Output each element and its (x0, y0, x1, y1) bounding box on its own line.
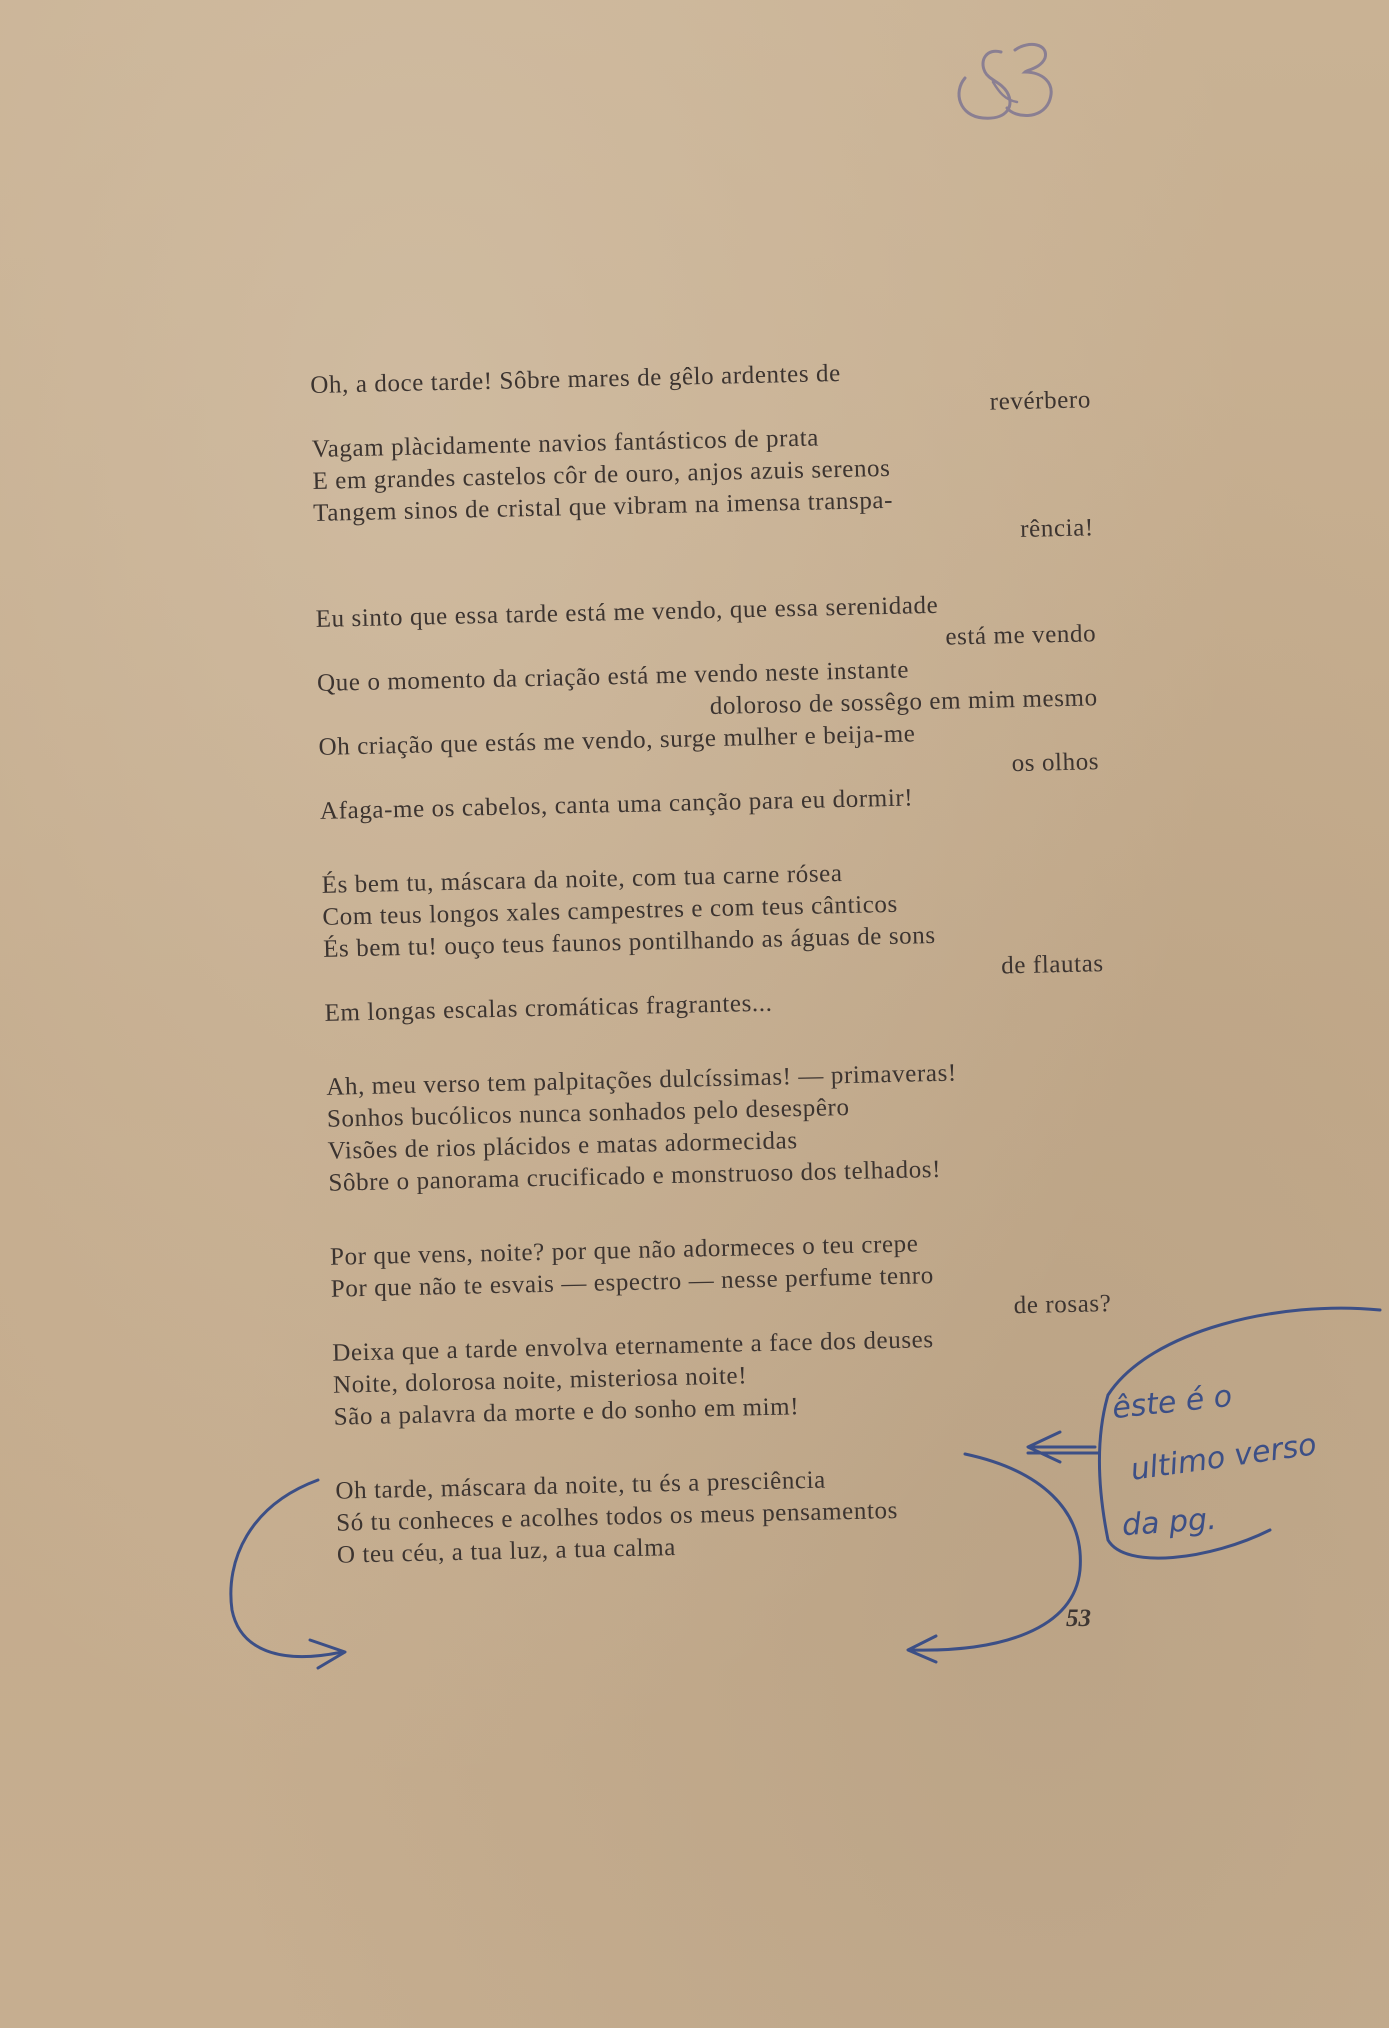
poem-line: Só tu conheces e acolhes todos os meus pensamentos (335, 1496, 899, 1537)
poem-line-continuation: de flautas (1000, 950, 1104, 980)
poem-line: Oh criação que estás me vendo, surge mulher e beija-me (318, 720, 916, 761)
poem-line: Com teus longos xales campestres e com teus cânticos (322, 890, 899, 931)
poem-line-continuation: doloroso de sossêgo em mim mesmo (709, 684, 1098, 721)
left-curved-arrow-icon (231, 1480, 342, 1657)
poem-line: Sonhos bucólicos nunca sonhados pelo desespêro (326, 1093, 850, 1133)
handwritten-page-number (945, 20, 1075, 130)
stanza-3 (321, 852, 1114, 1030)
margin-note-line-3: da pg. (1120, 1501, 1218, 1544)
poem-line-continuation: está me vendo (945, 620, 1097, 651)
margin-note-line-1: êste é o (1110, 1378, 1234, 1427)
poem-line: Deixa que a tarde envolva eternamente a face dos deuses (332, 1326, 934, 1367)
poem-line-continuation: rência! (1019, 514, 1095, 543)
poem-line-continuation: revérbero (989, 386, 1092, 416)
poem-line: Eu sinto que essa tarde está me vendo, que essa serenidade (315, 591, 939, 633)
poem-line: És bem tu! ouço teus faunos pontilhando as águas de sons (322, 921, 936, 963)
poem-line: Oh tarde, máscara da noite, tu és a presciência (335, 1466, 827, 1505)
poem-line-continuation: os olhos (1011, 748, 1100, 778)
poem-line: Visões de rios plácidos e matas adormecidas (327, 1127, 798, 1165)
margin-note-line-2: ultimo verso (1128, 1427, 1319, 1488)
poem-line: São a palavra da morte e do sonho em mim! (333, 1393, 800, 1431)
poem-line: Tangem sinos de cristal que vibram na imensa transpa- (312, 486, 894, 527)
poem-line: Por que vens, noite? por que não adormeces o teu crepe (329, 1230, 919, 1271)
stanza-6 (335, 1458, 1127, 1572)
poem-body (310, 352, 1128, 1614)
stanza-2 (315, 586, 1110, 828)
poem-line: Sôbre o panorama crucificado e monstruoso dos telhados! (328, 1155, 942, 1197)
poem-line-continuation: de rosas? (1013, 1290, 1112, 1320)
poem-line: Vagam plàcidamente navios fantásticos de prata (311, 424, 820, 463)
poem-line: O teu céu, a tua luz, a tua calma (336, 1534, 677, 1569)
stanza-4 (326, 1054, 1119, 1200)
poem-line: Por que não te esvais — espectro — nesse perfume tenro (330, 1262, 935, 1303)
poem-line: Noite, dolorosa noite, misteriosa noite! (332, 1362, 748, 1399)
stanza-1 (310, 352, 1104, 562)
poem-line: E em grandes castelos côr de ouro, anjos azuis serenos (312, 454, 891, 495)
printed-page-number: 53 (1066, 1605, 1091, 1632)
poem-line: Em longas escalas cromáticas fragrantes... (324, 989, 773, 1027)
stanza-5 (330, 1224, 1124, 1434)
poem-line: És bem tu, máscara da noite, com tua carne rósea (321, 860, 843, 899)
poem-line: Ah, meu verso tem palpitações dulcíssimas! — primaveras! (325, 1059, 958, 1101)
poem-line: Afaga-me os cabelos, canta uma canção para eu dormir! (319, 784, 914, 825)
poem-line: Que o momento da criação está me vendo neste instante (316, 656, 910, 697)
poem-line: Oh, a doce tarde! Sôbre mares de gêlo ardentes de (310, 359, 842, 399)
